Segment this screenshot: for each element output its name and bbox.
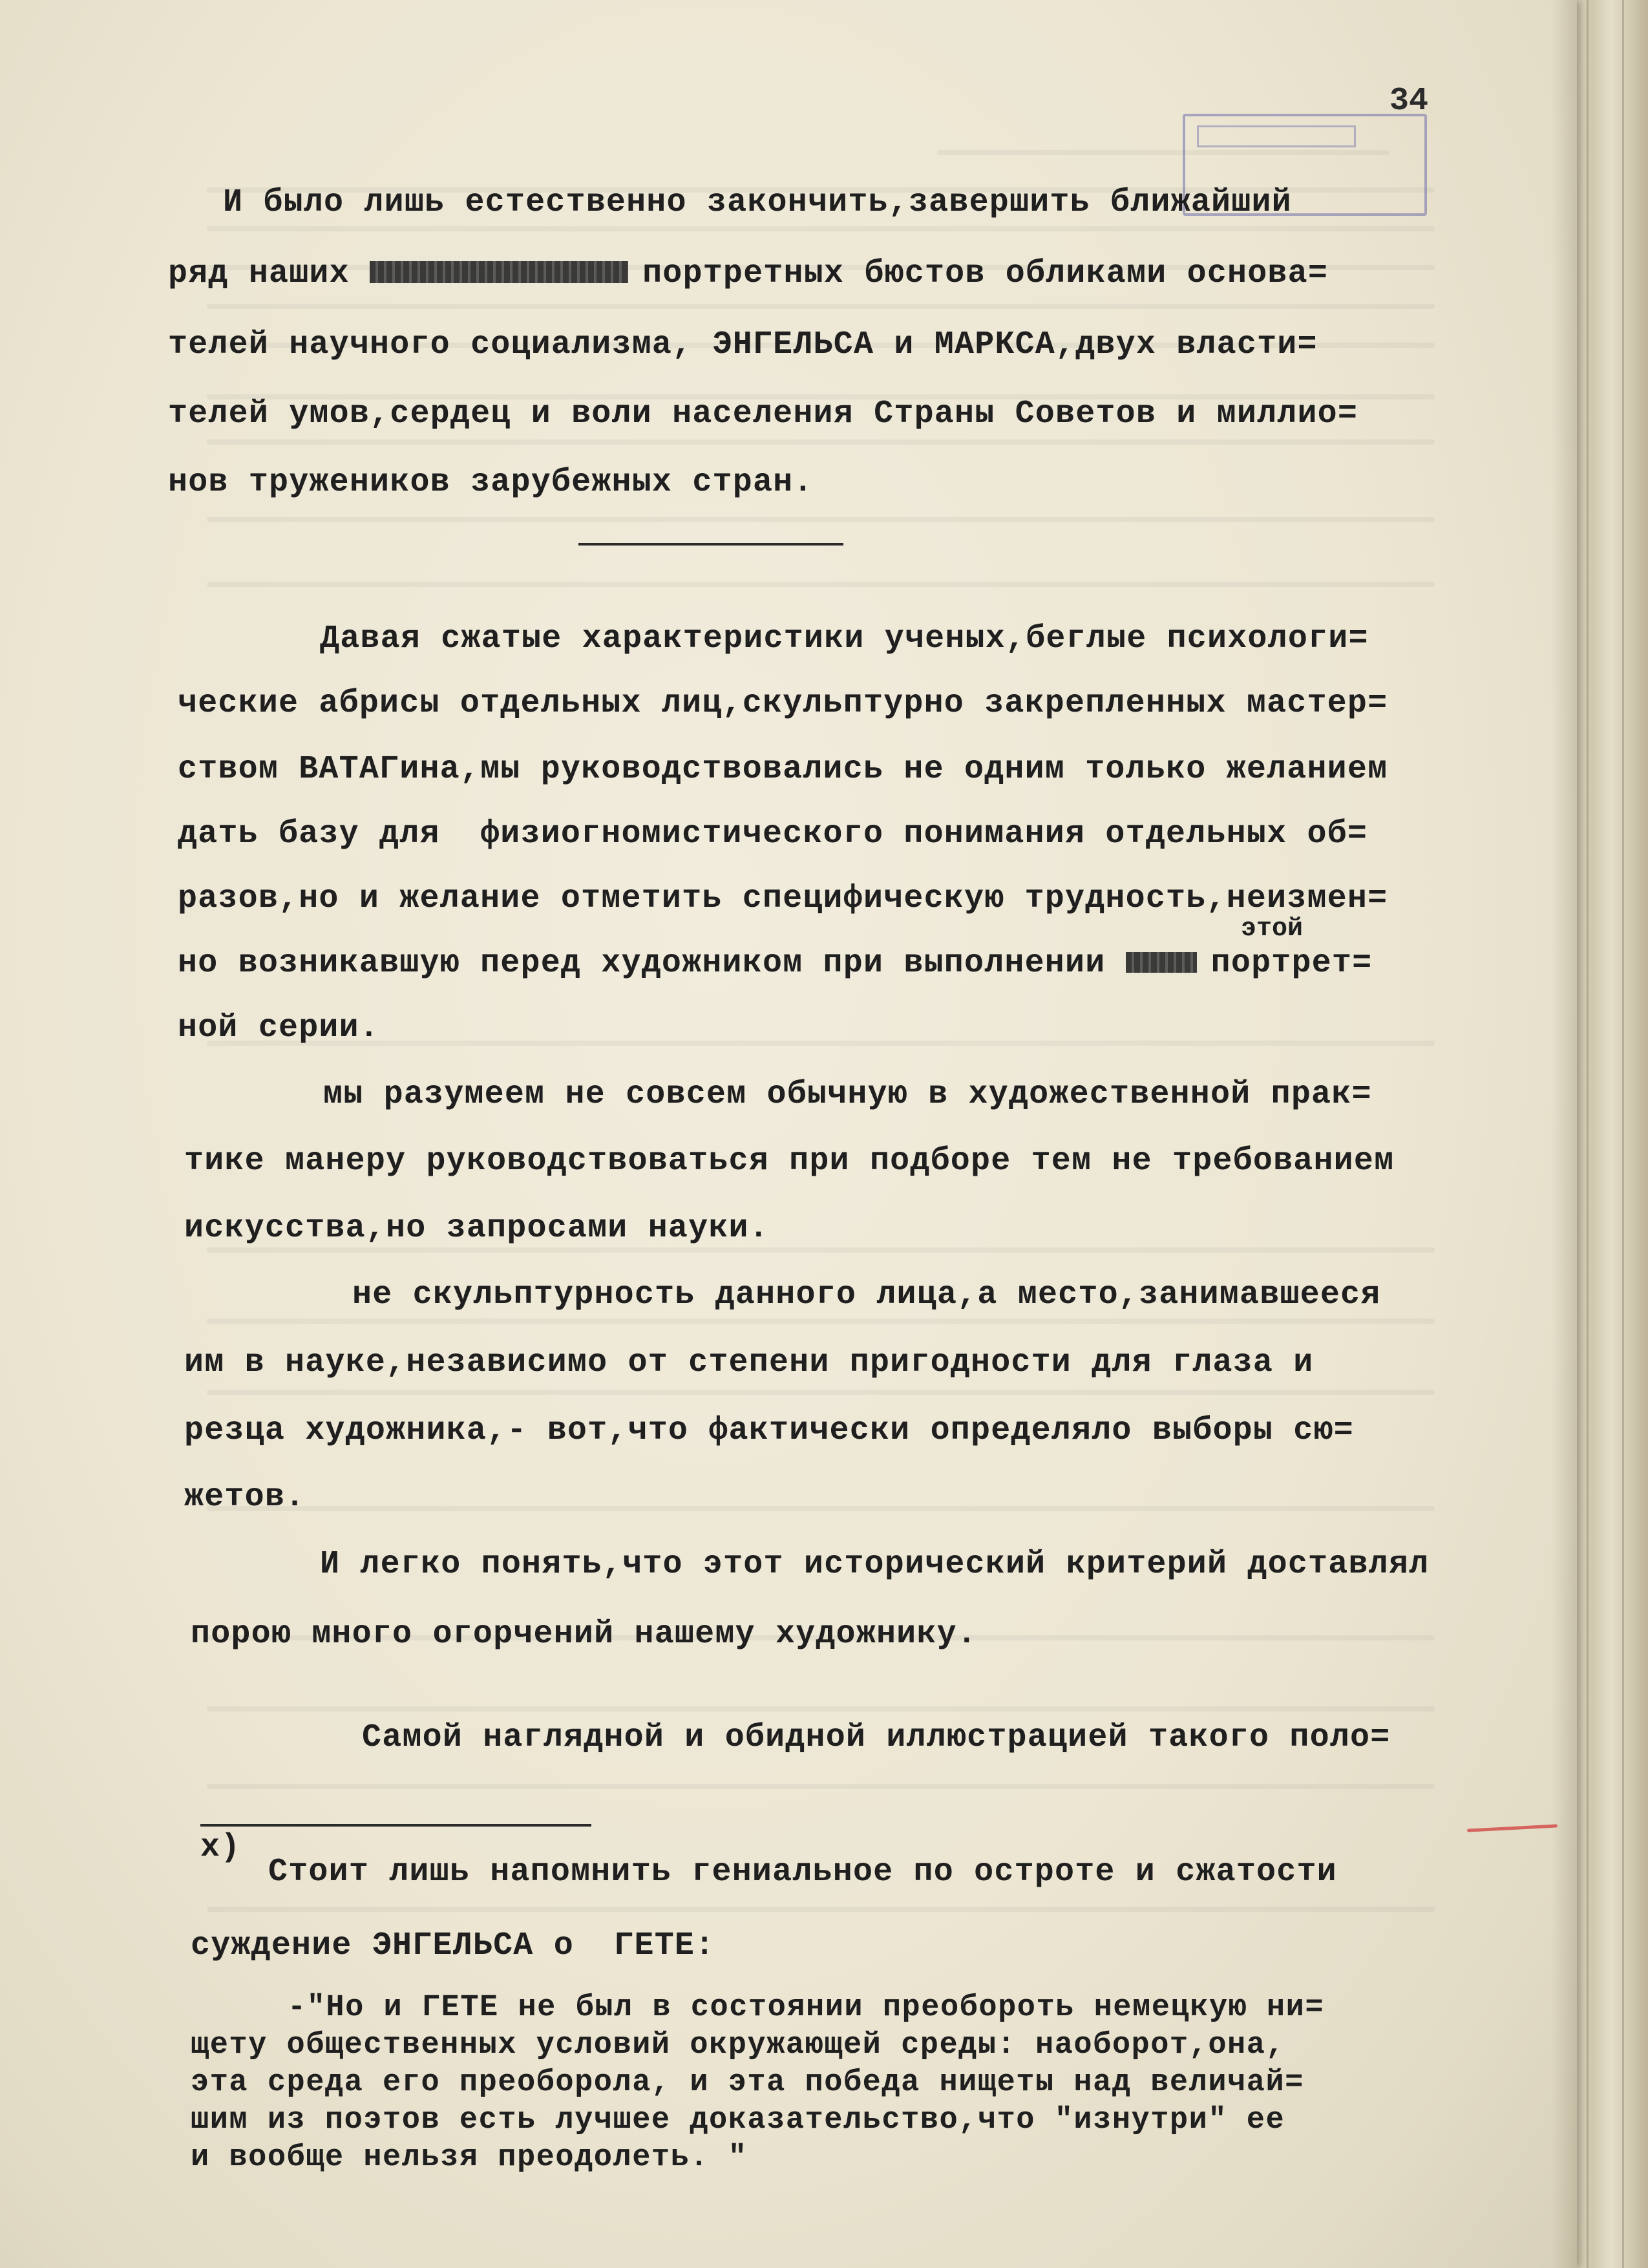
text-fragment: ряд наших	[168, 255, 350, 292]
text-line: искусства,но запросами науки.	[184, 1210, 769, 1247]
struck-out-word	[1126, 952, 1197, 973]
footnote-line: суждение ЭНГЕЛЬСА о ГЕТЕ:	[191, 1927, 715, 1964]
text-line: жетов.	[184, 1479, 306, 1516]
text-fragment: портретных бюстов обликами основа=	[642, 255, 1329, 292]
archive-stamp-label-box	[1197, 125, 1356, 147]
handwritten-insertion: этой	[1241, 915, 1304, 944]
text-line: мы разумеем не совсем обычную в художественной прак=	[323, 1076, 1372, 1113]
show-through-line	[207, 1390, 1435, 1395]
text-line	[178, 945, 1372, 982]
show-through-line	[207, 1706, 1435, 1712]
text-line: телей научного социализма, ЭНГЕЛЬСА и МАРКСА,двух власти=	[168, 326, 1318, 363]
stack-line	[1622, 0, 1624, 2268]
show-through-line	[207, 304, 1435, 309]
text-line: телей умов,сердец и воли населения Страны Советов и миллио=	[168, 396, 1358, 432]
stack-line	[1587, 0, 1589, 2268]
text-line: тике манеру руководствоваться при подборе тем не требованием	[184, 1143, 1395, 1180]
quote-line: эта среда его преоборола, и эта победа нищеты над величай=	[191, 2066, 1304, 2100]
text-line: ной серии.	[178, 1010, 380, 1046]
struck-out-word	[370, 261, 628, 283]
text-line: резца художника,- вот,что фактически определяло выборы сю=	[184, 1412, 1354, 1449]
text-line: нов тружеников зарубежных стран.	[168, 464, 814, 501]
text-line: не скульптурность данного лица,а место,занимавшееся	[352, 1277, 1381, 1313]
text-fragment: но возникавшую перед художником при выполнении	[178, 945, 1106, 982]
text-line: дать базу для физиогномистического понимания отдельных об=	[178, 816, 1368, 853]
footnote-marker: х)	[200, 1829, 241, 1866]
text-line: И было лишь естественно закончить,завершить ближайший	[223, 184, 1292, 221]
footnote-line: Стоит лишь напомнить гениальное по остроте и сжатости	[268, 1854, 1337, 1891]
show-through-line	[207, 517, 1435, 522]
text-line: порою много огорчений нашему художнику.	[191, 1616, 977, 1653]
show-through-line	[207, 1247, 1435, 1253]
quote-line: щету общественных условий окружающей среды: наоборот,она,	[191, 2028, 1285, 2062]
page-number: 34	[1389, 83, 1429, 120]
show-through-line	[207, 1319, 1435, 1324]
text-line: ством ВАТАГина,мы руководствовались не одним только желанием	[178, 751, 1388, 788]
show-through-line	[207, 1041, 1435, 1046]
text-line	[168, 255, 1328, 292]
show-through-line	[207, 1907, 1435, 1912]
show-through-line	[207, 440, 1435, 445]
text-fragment: портрет=	[1210, 945, 1373, 982]
footnote-separator	[200, 1824, 591, 1827]
show-through-line	[207, 1506, 1435, 1511]
text-line: И легко понять,что этот исторический критерий доставлял	[320, 1546, 1430, 1583]
quote-line: шим из поэтов есть лучшее доказательство,что "изнутри" ее	[191, 2103, 1285, 2137]
text-line: Давая сжатые характеристики ученых,беглые психологи=	[320, 620, 1369, 657]
show-through-line	[207, 226, 1435, 231]
red-pencil-mark	[1467, 1824, 1558, 1832]
text-line: им в науке,независимо от степени пригодности для глаза и	[184, 1344, 1314, 1381]
text-line: ческие абрисы отдельных лиц,скульптурно закрепленных мастер=	[178, 685, 1388, 722]
sheet-edge-shadow	[1551, 0, 1577, 2268]
show-through-line	[207, 582, 1435, 587]
text-line: разов,но и желание отметить специфическую трудность,неизмен=	[178, 880, 1388, 917]
quote-line: -"Но и ГЕТЕ не был в состоянии преоборoть немецкую ни=	[288, 1991, 1325, 2025]
text-line: Самой наглядной и обидной иллюстрацией такого поло=	[362, 1719, 1391, 1756]
show-through-line	[207, 1784, 1435, 1789]
quote-line: и вообще нельзя преодолеть. "	[191, 2141, 748, 2175]
section-divider	[578, 543, 843, 546]
